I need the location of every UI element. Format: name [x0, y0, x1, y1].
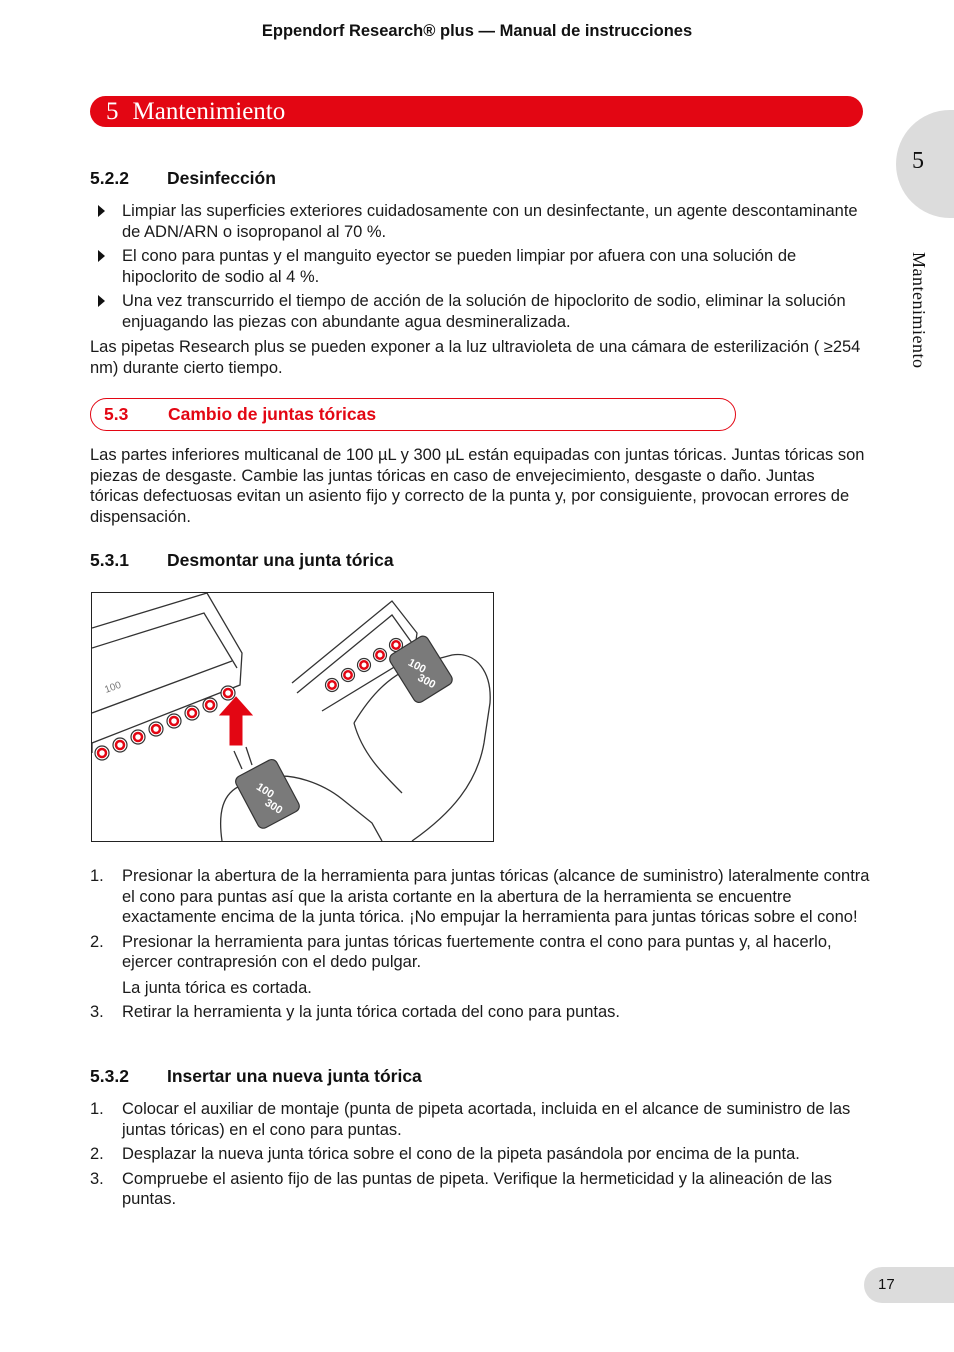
list-item: 3. Retirar la herramienta y la junta tórica cortada del cono para puntas.	[90, 1003, 621, 1021]
side-tab-number: 5	[912, 148, 924, 174]
heading-number: 5.3.1	[90, 550, 129, 570]
heading-number: 5.3.2	[90, 1066, 129, 1086]
tool-label-line2: 300	[262, 796, 285, 817]
side-tab-label: Mantenimiento	[909, 252, 929, 369]
o-ring-removal-illustration	[91, 592, 494, 842]
step-result: La junta tórica es cortada.	[122, 978, 312, 997]
tool-label-line1: 100	[254, 781, 276, 801]
bullet-arrow-icon	[98, 250, 105, 262]
running-header: Eppendorf Research® plus — Manual de instrucciones	[261, 22, 693, 40]
chapter-number: 5	[106, 98, 119, 125]
bullet-item: Una vez transcurrido el tiempo de acción de la solución de hipoclorito de sodio, eliminar la solución enjuagando las piezas con abundante agua desmineralizada.	[90, 291, 870, 332]
section-number: 5.3	[104, 404, 129, 424]
heading-number: 5.2.2	[90, 168, 129, 188]
bullet-arrow-icon	[98, 295, 105, 307]
disinfection-bullet-list	[90, 201, 870, 336]
uv-note: Las pipetas Research plus se pueden exponer a la luz ultravioleta de una cámara de esterilización ( ≥254 nm) durante cierto tiempo.	[90, 338, 861, 377]
section-title: Cambio de juntas tóricas	[168, 404, 377, 424]
bullet-item: El cono para puntas y el manguito eyector se pueden limpiar por afuera con una solución de hipoclorito de sodio al 4 %.	[90, 246, 870, 287]
page-number: 17	[864, 1267, 954, 1303]
heading-title: Desinfección	[167, 168, 276, 188]
heading-insertar	[90, 1066, 422, 1087]
body-volume-label: 100	[103, 679, 123, 696]
tool-label-upper-line2: 300	[415, 671, 438, 692]
list-item: 1. Presionar la abertura de la herramienta para juntas tóricas (alcance de suministro) lateralmente contra el cono para puntas así que la arista cortante en la abertura de la herramienta se encuentre exactamente encima de la junta tórica. ¡No empujar la herramienta para juntas tóricas sobre el cono!	[90, 867, 870, 926]
section-intro: Las partes inferiores multicanal de 100 µL y 300 µL están equipadas con juntas tóricas. Juntas tóricas son piezas de desgaste. Cambie las juntas tóricas en caso de envejecimiento, desgaste o daño. Juntas tóricas defectuosas evitan un asiento fijo y correcto de la punta y, por consiguiente, provocan errores de dispensación.	[90, 446, 865, 526]
heading-title: Desmontar una junta tórica	[167, 550, 394, 570]
bullet-item: Limpiar las superficies exteriores cuidadosamente con un desinfectante, un agente descontaminante de ADN/ARN o isopropanol al 70 %.	[90, 201, 870, 242]
removal-steps-list	[90, 866, 870, 1027]
tool-label-upper-line1: 100	[405, 656, 428, 676]
list-item: 2. Presionar la herramienta para juntas tóricas fuertemente contra el cono para puntas y, al hacerlo, ejercer contrapresión con el dedo pulgar. La junta tórica es cortada.	[90, 932, 870, 999]
heading-title: Insertar una nueva junta tórica	[167, 1066, 422, 1086]
section-heading-cambio-juntas	[90, 398, 736, 431]
bullet-arrow-icon	[98, 205, 105, 217]
side-chapter-tab	[896, 110, 954, 218]
insertion-steps-list	[90, 1099, 870, 1214]
list-item: 3. Compruebe el asiento fijo de las puntas de pipeta. Verifique la hermeticidad y la alineación de las puntas.	[90, 1169, 832, 1208]
chapter-banner	[90, 96, 863, 127]
chapter-title: Mantenimiento	[132, 98, 286, 125]
heading-desmontar	[90, 550, 394, 571]
list-item: 1. Colocar el auxiliar de montaje (punta de pipeta acortada, incluida en el alcance de suministro de las juntas tóricas) en el cono para puntas.	[90, 1100, 851, 1139]
list-item: 2. Desplazar la nueva junta tórica sobre el cono de la pipeta pasándola por encima de la punta.	[90, 1145, 800, 1163]
heading-desinfeccion	[90, 168, 276, 189]
